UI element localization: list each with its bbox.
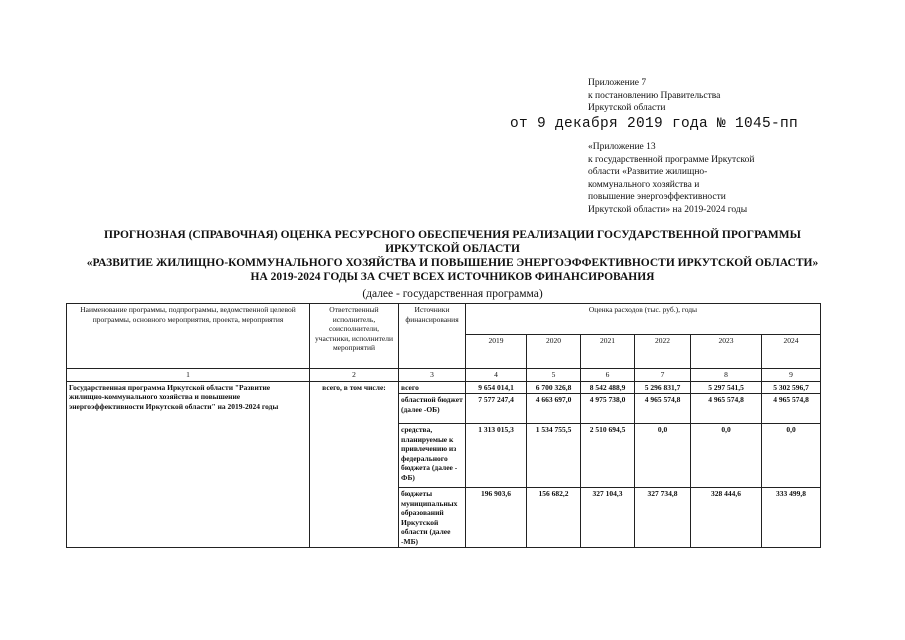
heading-line4: НА 2019-2024 ГОДЫ ЗА СЧЕТ ВСЕХ ИСТОЧНИКОВ ФИНАНСИРОВАНИЯ — [250, 271, 655, 283]
appendix-13-line4: коммунального хозяйства и — [588, 179, 700, 190]
header-year: 2022 — [635, 335, 691, 369]
value-cell: 4 663 697,0 — [527, 394, 581, 424]
appendix-13-block — [588, 141, 788, 216]
header-funding-source: Источники финансирования — [399, 304, 466, 369]
column-number: 4 — [466, 369, 527, 382]
appendix-7-block — [588, 77, 720, 115]
value-cell: 156 682,2 — [527, 488, 581, 548]
header-year: 2023 — [691, 335, 762, 369]
appendix-7-line1: Приложение 7 — [588, 78, 647, 88]
appendix-13-line6: Иркутской области» на 2019-2024 годы — [588, 204, 748, 215]
program-name-cell: Государственная программа Иркутской области "Развитие жилищно-коммунального хозяйства и повышение энергоэффективности Иркутской области" на 2019-2024 годы — [67, 381, 310, 548]
appendix-13-line1: «Приложение 13 — [588, 142, 656, 152]
column-number: 2 — [310, 369, 399, 382]
value-cell: 6 700 326,8 — [527, 381, 581, 394]
value-cell: 7 577 247,4 — [466, 394, 527, 424]
source-cell: бюджеты муниципальных образований Иркутской области (далее -МБ) — [399, 488, 466, 548]
column-number: 5 — [527, 369, 581, 382]
source-cell: всего — [399, 381, 466, 394]
column-number: 1 — [67, 369, 310, 382]
header-year: 2020 — [527, 335, 581, 369]
value-cell: 196 903,6 — [466, 488, 527, 548]
value-cell: 5 302 596,7 — [762, 381, 821, 394]
value-cell: 327 104,3 — [581, 488, 635, 548]
column-number: 6 — [581, 369, 635, 382]
column-number: 9 — [762, 369, 821, 382]
appendix-13-line5: повышение энергоэффективности — [588, 192, 726, 202]
value-cell: 327 734,8 — [635, 488, 691, 548]
appendix-7-line3: Иркутской области — [588, 103, 666, 113]
heading-line1: ПРОГНОЗНАЯ (СПРАВОЧНАЯ) ОЦЕНКА РЕСУРСНОГО ОБЕСПЕЧЕНИЯ РЕАЛИЗАЦИИ ГОСУДАРСТВЕННОЙ ПРОГРАММЫ — [104, 229, 801, 241]
header-year: 2019 — [466, 335, 527, 369]
value-cell: 0,0 — [635, 424, 691, 488]
value-cell: 1 313 015,3 — [466, 424, 527, 488]
value-cell: 4 965 574,8 — [635, 394, 691, 424]
value-cell: 0,0 — [762, 424, 821, 488]
column-number: 3 — [399, 369, 466, 382]
value-cell: 0,0 — [691, 424, 762, 488]
value-cell: 333 499,8 — [762, 488, 821, 548]
value-cell: 8 542 488,9 — [581, 381, 635, 394]
source-cell: средства, планируемые к привлечению из федерального бюджета (далее - ФБ) — [399, 424, 466, 488]
column-number: 8 — [691, 369, 762, 382]
header-program-name: Наименование программы, подпрограммы, ведомственной целевой программы, основного мероприятия, проекта, мероприятия — [67, 304, 310, 369]
value-cell: 9 654 014,1 — [466, 381, 527, 394]
header-responsible: Ответственный исполнитель, соисполнители, участники, исполнители мероприятий — [310, 304, 399, 369]
header-year: 2021 — [581, 335, 635, 369]
document-heading — [0, 228, 905, 284]
heading-line2: ИРКУТСКОЙ ОБЛАСТИ — [385, 243, 520, 255]
resource-table — [66, 303, 821, 548]
value-cell: 328 444,6 — [691, 488, 762, 548]
responsible-cell: всего, в том числе: — [310, 381, 399, 548]
header-year: 2024 — [762, 335, 821, 369]
value-cell: 4 965 574,8 — [762, 394, 821, 424]
decree-date-stamp: от 9 декабря 2019 года № 1045-пп — [510, 116, 799, 132]
appendix-7-line2: к постановлению Правительства — [588, 90, 721, 101]
value-cell: 4 975 738,0 — [581, 394, 635, 424]
source-cell: областной бюджет (далее -ОБ) — [399, 394, 466, 424]
value-cell: 4 965 574,8 — [691, 394, 762, 424]
value-cell: 2 510 694,5 — [581, 424, 635, 488]
header-expense-estimate: Оценка расходов (тыс. руб.), годы — [466, 304, 821, 335]
table-row — [67, 381, 821, 394]
heading-line3: «РАЗВИТИЕ ЖИЛИЩНО-КОММУНАЛЬНОГО ХОЗЯЙСТВА И ПОВЫШЕНИЕ ЭНЕРГОЭФФЕКТИВНОСТИ ИРКУТСКОЙ ОБЛАСТИ» — [86, 257, 819, 269]
heading-subtitle: (далее - государственная программа) — [362, 288, 543, 300]
column-number: 7 — [635, 369, 691, 382]
value-cell: 5 297 541,5 — [691, 381, 762, 394]
value-cell: 5 296 831,7 — [635, 381, 691, 394]
value-cell: 1 534 755,5 — [527, 424, 581, 488]
appendix-13-line3: области «Развитие жилищно- — [588, 167, 708, 177]
appendix-13-line2: к государственной программе Иркутской — [588, 154, 755, 165]
